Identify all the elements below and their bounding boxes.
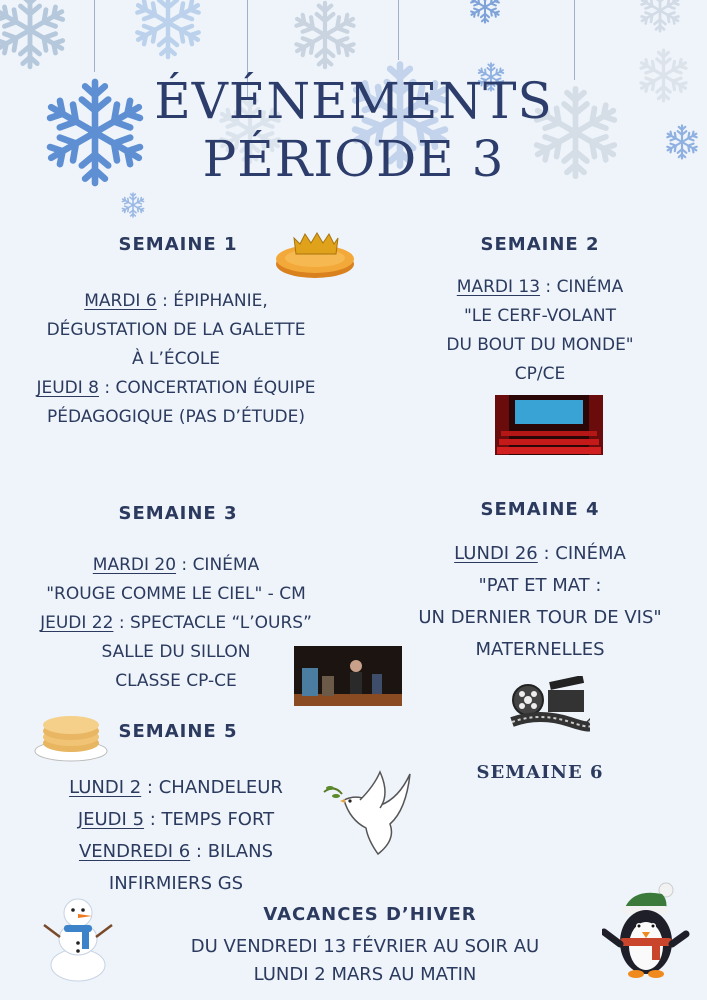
week2-text-3: DU BOUT DU MONDE" (446, 335, 634, 355)
week6-heading: SEMAINE 6 (476, 762, 604, 783)
holidays-heading: VACANCES D’HIVER (263, 904, 477, 925)
week3-text-5: CLASSE CP-CE (115, 671, 237, 691)
week5-date-3: VENDREDI 6 (78, 841, 191, 862)
week1-text-4: : CONCERTATION ÉQUIPE (98, 378, 316, 398)
week1-text-5: PÉDAGOGIQUE (PAS D’ÉTUDE) (47, 407, 305, 427)
cinema-hall-icon (495, 395, 603, 455)
week4-block (380, 538, 700, 666)
snowflake-icon (118, 0, 218, 60)
week1-text-3: À L’ÉCOLE (131, 349, 221, 369)
week2-date-1: MARDI 13 (456, 277, 541, 297)
snowflake-icon (120, 192, 146, 218)
week1-heading: SEMAINE 1 (118, 234, 238, 255)
week1-block (0, 287, 352, 432)
holidays-text-2: LUNDI 2 MARS AU MATIN (253, 964, 477, 985)
snowman-icon (40, 893, 116, 983)
week4-date-1: LUNDI 26 (454, 543, 538, 564)
film-reel-icon (510, 676, 590, 736)
string (94, 0, 95, 72)
page-title (0, 72, 707, 188)
week2-block (380, 273, 700, 389)
week3-text-4: SALLE DU SILLON (101, 642, 251, 662)
title-line-2: PÉRIODE 3 (202, 130, 505, 188)
week3-date-1: MARDI 20 (92, 555, 177, 575)
dove-icon (320, 770, 416, 862)
string (574, 0, 575, 80)
holidays-text-1: DU VENDREDI 13 FÉVRIER AU SOIR AU (190, 936, 540, 957)
week5-text-4: INFIRMIERS GS (108, 873, 244, 894)
week4-text-1: : CINÉMA (537, 543, 626, 564)
week4-text-2: "PAT ET MAT : (478, 575, 602, 596)
week4-text-4: MATERNELLES (475, 639, 605, 660)
week1-text-2: DÉGUSTATION DE LA GALETTE (46, 320, 306, 340)
holidays-block (110, 933, 620, 989)
week5-date-1: LUNDI 2 (69, 777, 142, 798)
week1-date-2: JEUDI 8 (36, 378, 99, 398)
galette-icon (274, 228, 356, 282)
week4-heading: SEMAINE 4 (480, 499, 600, 520)
week5-block (0, 772, 352, 900)
week2-text-2: "LE CERF-VOLANT (463, 306, 617, 326)
week5-heading: SEMAINE 5 (118, 721, 238, 742)
snowflake-icon (468, 0, 502, 24)
week2-heading: SEMAINE 2 (480, 234, 600, 255)
week5-text-1: : CHANDELEUR (141, 777, 283, 798)
title-line-1: ÉVÉNEMENTS (154, 72, 553, 130)
week2-text-1: : CINÉMA (540, 277, 624, 297)
week5-date-2: JEUDI 5 (77, 809, 145, 830)
week1-date-1: MARDI 6 (84, 291, 157, 311)
week1-text-1: : ÉPIPHANIE, (156, 291, 268, 311)
snowflake-icon (0, 0, 70, 70)
week5-text-3: : BILANS (190, 841, 274, 862)
snowflake-icon (625, 0, 695, 33)
week5-text-2: : TEMPS FORT (144, 809, 275, 830)
penguin-icon (602, 882, 690, 982)
week4-text-3: UN DERNIER TOUR DE VIS" (418, 607, 662, 628)
week3-date-2: JEUDI 22 (40, 613, 114, 633)
week3-heading: SEMAINE 3 (118, 503, 238, 524)
week3-text-3: : SPECTACLE “L’OURS” (113, 613, 312, 633)
week3-text-1: : CINÉMA (176, 555, 260, 575)
week2-text-4: CP/CE (514, 364, 566, 384)
week3-text-2: "ROUGE COMME LE CIEL" - CM (46, 584, 306, 604)
